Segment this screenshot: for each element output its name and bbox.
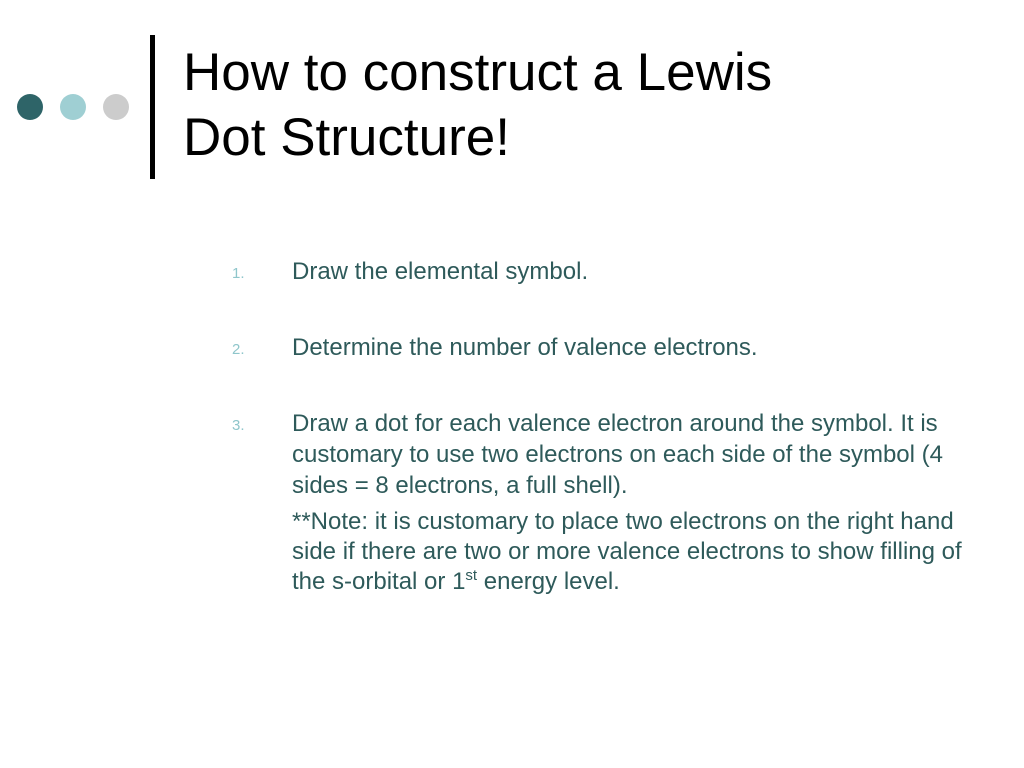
step-number: 3. — [232, 417, 245, 434]
slide-title — [183, 40, 983, 170]
note-text-end: energy level. — [477, 568, 620, 595]
step-number: 2. — [232, 341, 245, 358]
title-divider — [150, 35, 155, 179]
title-line-1: How to construct a Lewis — [183, 43, 773, 102]
dot-gray-icon — [103, 94, 129, 120]
steps-list — [232, 256, 962, 597]
note-paragraph — [292, 507, 962, 597]
step-text: Draw a dot for each valence electron around the symbol. It is customary to use two electrons on each side of the symbol (4 sides = 8 electrons, a full shell). — [292, 410, 943, 499]
dot-light-icon — [60, 94, 86, 120]
note-text: **Note: it is customary to place two electrons on the right hand side if there are two or more valence electrons to show filling of the s-orbital or 1 — [292, 508, 962, 595]
list-item — [232, 256, 962, 287]
step-text: Draw the elemental symbol. — [292, 258, 589, 285]
note-superscript: st — [465, 567, 478, 584]
title-line-2: Dot Structure! — [183, 108, 510, 167]
step-text: Determine the number of valence electrons. — [292, 334, 758, 361]
dot-dark-icon — [17, 94, 43, 120]
list-item — [232, 408, 962, 501]
list-item — [232, 332, 962, 363]
step-number: 1. — [232, 265, 245, 282]
